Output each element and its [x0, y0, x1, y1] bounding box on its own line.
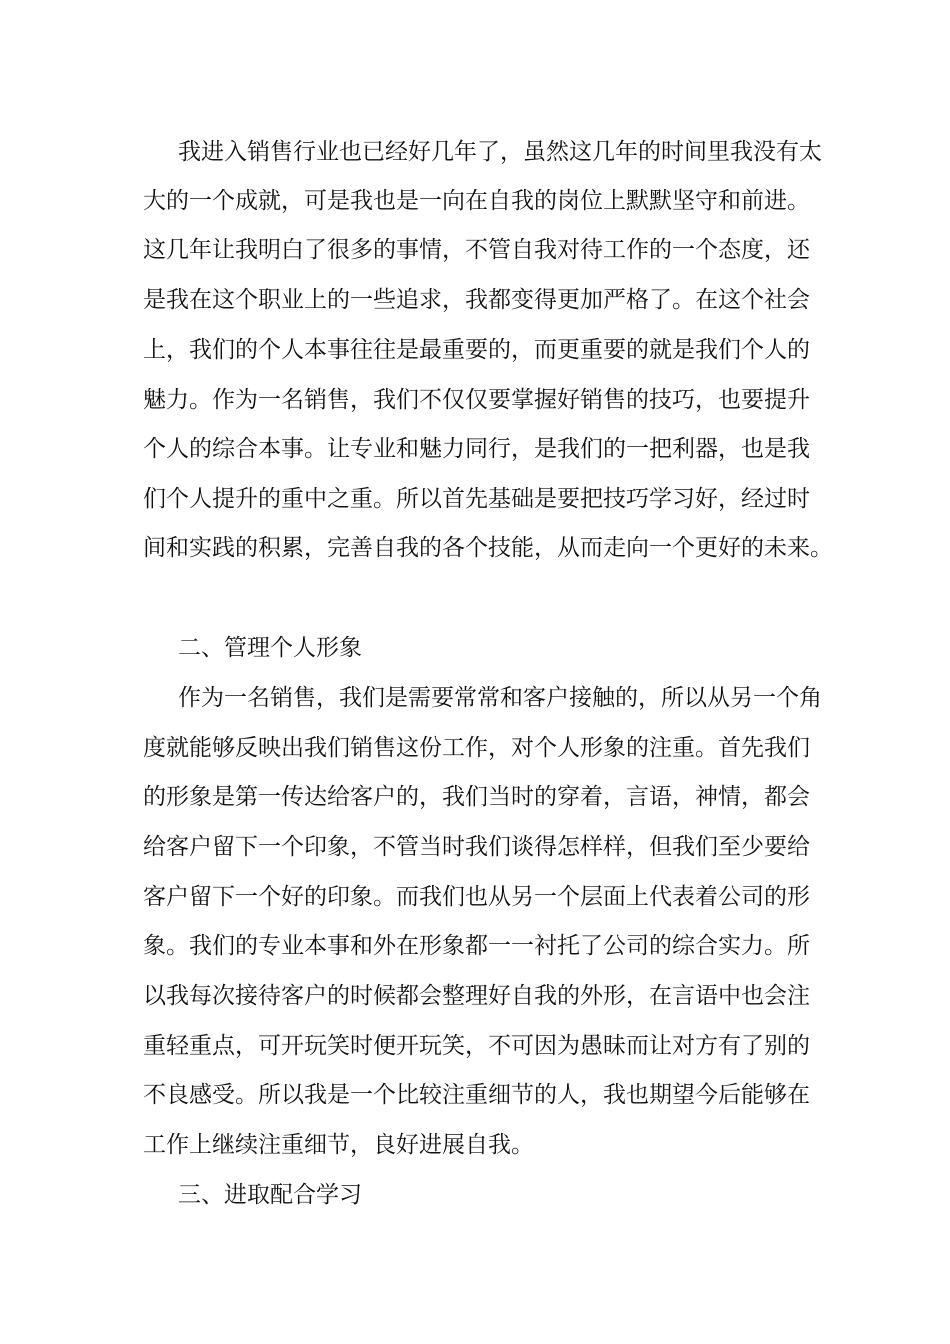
- paragraph-1-line-7: 个人的综合本事。让专业和魅力同行，是我们的一把利器，也是我: [143, 436, 810, 462]
- paragraph-2-line-9: 不良感受。所以我是一个比较注重细节的人，我也期望今后能够在: [143, 1082, 810, 1108]
- paragraph-1-line-1: 我进入销售行业也已经好几年了，虽然这几年的时间里我没有太: [178, 139, 822, 165]
- paragraph-2-line-5: 客户留下一个好的印象。而我们也从另一个层面上代表着公司的形: [143, 884, 810, 910]
- paragraph-2-line-3: 的形象是第一传达给客户的，我们当时的穿着，言语，神情，都会: [143, 784, 810, 810]
- paragraph-2-line-1: 作为一名销售，我们是需要常常和客户接触的，所以从另一个角: [178, 685, 822, 711]
- paragraph-2-line-4: 给客户留下一个印象，不管当时我们谈得怎样样，但我们至少要给: [143, 834, 810, 860]
- paragraph-1-line-3: 这几年让我明白了很多的事情，不管自我对待工作的一个态度，还: [143, 237, 810, 263]
- paragraph-2-line-10: 工作上继续注重细节，良好进展自我。: [143, 1132, 534, 1158]
- paragraph-2-line-2: 度就能够反映出我们销售这份工作，对个人形象的注重。首先我们: [143, 735, 810, 761]
- paragraph-2-line-6: 象。我们的专业本事和外在形象都一一衬托了公司的综合实力。所: [143, 933, 810, 959]
- section-heading-3: 三、进取配合学习: [178, 1182, 362, 1208]
- paragraph-1-line-4: 是我在这个职业上的一些追求，我都变得更加严格了。在这个社会: [143, 287, 810, 313]
- paragraph-1-line-9: 间和实践的积累，完善自我的各个技能，从而走向一个更好的未来。: [143, 535, 833, 561]
- section-heading-2: 二、管理个人形象: [178, 635, 362, 661]
- paragraph-1-line-8: 们个人提升的重中之重。所以首先基础是要把技巧学习好，经过时: [143, 486, 810, 512]
- paragraph-1-line-6: 魅力。作为一名销售，我们不仅仅要掌握好销售的技巧，也要提升: [143, 387, 810, 413]
- paragraph-2-line-7: 以我每次接待客户的时候都会整理好自我的外形，在言语中也会注: [143, 983, 810, 1009]
- paragraph-1-line-5: 上，我们的个人本事往往是最重要的，而更重要的就是我们个人的: [143, 337, 810, 363]
- paragraph-2-line-8: 重轻重点，可开玩笑时便开玩笑，不可因为愚昧而让对方有了别的: [143, 1033, 810, 1059]
- paragraph-1-line-2: 大的一个成就，可是我也是一向在自我的岗位上默默坚守和前进。: [143, 188, 810, 214]
